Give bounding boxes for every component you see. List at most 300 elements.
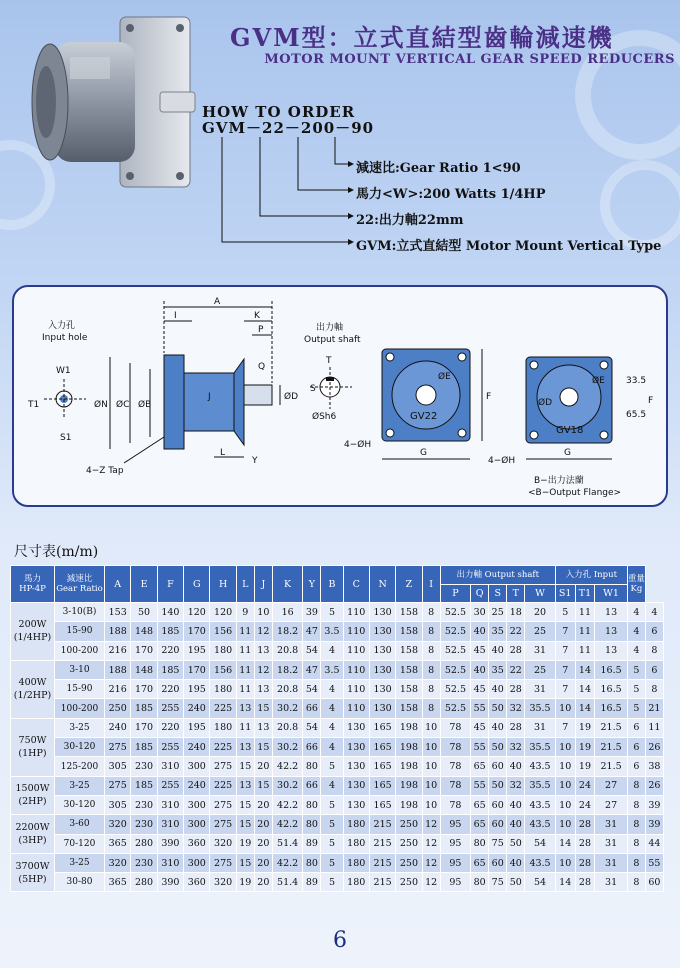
value-cell: 4 [321, 776, 343, 795]
value-cell: 15 [236, 815, 254, 834]
col-input-group: 入力孔 Input [555, 566, 627, 585]
value-cell: 60 [645, 873, 663, 892]
table-row [11, 757, 664, 776]
value-cell: 198 [396, 738, 422, 757]
value-cell: 320 [210, 834, 236, 853]
dim-f: F [486, 392, 492, 402]
dim-p: P [258, 325, 264, 335]
value-cell: 300 [184, 815, 210, 834]
value-cell: 32 [507, 699, 525, 718]
col-h: H [210, 566, 236, 603]
value-cell: 18.2 [272, 622, 303, 641]
value-cell: 16 [272, 603, 303, 622]
value-cell: 26 [645, 738, 663, 757]
flange-label-en: <B−Output Flange> [528, 488, 622, 498]
dim-655: 65.5 [626, 410, 647, 420]
value-cell: 14 [555, 873, 575, 892]
value-cell: 20 [254, 757, 272, 776]
value-cell: 10 [555, 853, 575, 872]
value-cell: 13 [236, 699, 254, 718]
ratio-cell: 30-120 [55, 738, 105, 757]
value-cell: 13 [254, 718, 272, 737]
value-cell: 55 [471, 776, 489, 795]
value-cell: 6 [627, 738, 645, 757]
value-cell: 78 [440, 738, 471, 757]
dim-sh6: ØSh6 [312, 412, 337, 422]
value-cell: 240 [184, 776, 210, 795]
power-hp: (2HP) [18, 796, 47, 808]
ratio-cell: 100-200 [55, 699, 105, 718]
ratio-cell: 125-200 [55, 757, 105, 776]
ratio-cell: 70-120 [55, 834, 105, 853]
value-cell: 31 [525, 680, 556, 699]
value-cell: 28 [507, 680, 525, 699]
value-cell: 30.2 [272, 738, 303, 757]
value-cell: 66 [303, 776, 321, 795]
value-cell: 188 [105, 622, 131, 641]
ratio-cell: 3-25 [55, 853, 105, 872]
value-cell: 305 [105, 757, 131, 776]
value-cell: 65 [471, 853, 489, 872]
value-cell: 20 [254, 834, 272, 853]
value-cell: 110 [343, 622, 369, 641]
table-row [11, 795, 664, 814]
value-cell: 7 [555, 622, 575, 641]
value-cell: 215 [369, 873, 395, 892]
value-cell: 165 [369, 718, 395, 737]
value-cell: 52.5 [440, 699, 471, 718]
value-cell: 365 [105, 873, 131, 892]
value-cell: 12 [422, 815, 440, 834]
value-cell: 89 [303, 873, 321, 892]
value-cell: 95 [440, 853, 471, 872]
value-cell: 47 [303, 660, 321, 679]
value-cell: 20.8 [272, 718, 303, 737]
value-cell: 13 [595, 641, 628, 660]
col-a: A [105, 566, 131, 603]
value-cell: 8 [422, 680, 440, 699]
value-cell: 18.2 [272, 660, 303, 679]
table-row [11, 834, 664, 853]
value-cell: 165 [369, 738, 395, 757]
table-row [11, 853, 664, 872]
value-cell: 50 [507, 834, 525, 853]
value-cell: 45 [471, 718, 489, 737]
value-cell: 216 [105, 641, 131, 660]
value-cell: 43.5 [525, 795, 556, 814]
table-row [11, 873, 664, 892]
dim-g: G [420, 448, 427, 458]
value-cell: 28 [507, 718, 525, 737]
value-cell: 5 [321, 873, 343, 892]
value-cell: 130 [369, 622, 395, 641]
dim-h2: 4−ØH [488, 456, 516, 466]
value-cell: 24 [575, 776, 595, 795]
value-cell: 20.8 [272, 641, 303, 660]
value-cell: 54 [303, 718, 321, 737]
value-cell: 20 [254, 873, 272, 892]
value-cell: 8 [645, 641, 663, 660]
value-cell: 4 [645, 603, 663, 622]
value-cell: 65 [471, 815, 489, 834]
value-cell: 11 [236, 718, 254, 737]
value-cell: 3.5 [321, 660, 343, 679]
value-cell: 110 [343, 660, 369, 679]
col-y: Y [303, 566, 321, 603]
value-cell: 4 [321, 641, 343, 660]
value-cell: 225 [210, 776, 236, 795]
value-cell: 8 [627, 834, 645, 853]
value-cell: 148 [131, 622, 157, 641]
value-cell: 60 [489, 795, 507, 814]
col-s: S [489, 585, 507, 603]
ratio-cell: 100-200 [55, 641, 105, 660]
value-cell: 75 [489, 873, 507, 892]
value-cell: 8 [422, 622, 440, 641]
value-cell: 250 [105, 699, 131, 718]
value-cell: 250 [396, 815, 422, 834]
value-cell: 360 [184, 873, 210, 892]
value-cell: 35 [489, 660, 507, 679]
table-row [11, 776, 664, 795]
value-cell: 165 [369, 795, 395, 814]
value-cell: 51.4 [272, 834, 303, 853]
value-cell: 19 [575, 738, 595, 757]
input-hole-label-en: Input hole [42, 333, 88, 343]
value-cell: 310 [157, 853, 183, 872]
value-cell: 180 [343, 834, 369, 853]
ratio-cell: 30-120 [55, 795, 105, 814]
input-hole-label-cn: 入力孔 [48, 321, 76, 331]
value-cell: 8 [627, 815, 645, 834]
value-cell: 15 [236, 853, 254, 872]
value-cell: 8 [422, 699, 440, 718]
value-cell: 14 [575, 660, 595, 679]
value-cell: 60 [489, 815, 507, 834]
value-cell: 216 [105, 680, 131, 699]
value-cell: 45 [471, 641, 489, 660]
value-cell: 40 [471, 622, 489, 641]
power-cell [11, 718, 55, 776]
value-cell: 30.2 [272, 776, 303, 795]
value-cell: 275 [210, 815, 236, 834]
value-cell: 275 [210, 853, 236, 872]
power-cell [11, 660, 55, 718]
value-cell: 5 [321, 853, 343, 872]
value-cell: 5 [555, 603, 575, 622]
value-cell: 12 [422, 873, 440, 892]
value-cell: 180 [343, 815, 369, 834]
value-cell: 10 [422, 776, 440, 795]
value-cell: 130 [343, 757, 369, 776]
value-cell: 255 [157, 738, 183, 757]
value-cell: 198 [396, 757, 422, 776]
dimension-drawing [12, 285, 668, 507]
value-cell: 22 [507, 622, 525, 641]
table-row [11, 622, 664, 641]
value-cell: 52.5 [440, 660, 471, 679]
value-cell: 230 [131, 757, 157, 776]
value-cell: 31 [595, 853, 628, 872]
value-cell: 170 [184, 660, 210, 679]
value-cell: 16.5 [595, 660, 628, 679]
dim-l: L [220, 448, 226, 458]
value-cell: 75 [489, 834, 507, 853]
value-cell: 4 [321, 738, 343, 757]
col-s1: S1 [555, 585, 575, 603]
value-cell: 25 [525, 622, 556, 641]
dim-e2: ØE [592, 376, 605, 386]
value-cell: 89 [303, 834, 321, 853]
dim-s: S [310, 384, 316, 394]
value-cell: 39 [645, 795, 663, 814]
value-cell: 15 [254, 776, 272, 795]
value-cell: 4 [627, 603, 645, 622]
value-cell: 54 [525, 873, 556, 892]
value-cell: 54 [303, 641, 321, 660]
power-cell [11, 815, 55, 854]
dim-i: I [174, 311, 177, 321]
value-cell: 52.5 [440, 622, 471, 641]
value-cell: 185 [157, 622, 183, 641]
value-cell: 50 [131, 603, 157, 622]
value-cell: 5 [321, 603, 343, 622]
ratio-cell: 15-90 [55, 680, 105, 699]
value-cell: 8 [422, 603, 440, 622]
value-cell: 28 [575, 815, 595, 834]
col-z: Z [396, 566, 422, 603]
value-cell: 110 [343, 641, 369, 660]
value-cell: 13 [595, 603, 628, 622]
value-cell: 195 [184, 718, 210, 737]
order-item-shaft: 22:出力軸22mm [356, 213, 464, 228]
table-row [11, 641, 664, 660]
power-hp: (1/4HP) [13, 632, 52, 644]
value-cell: 310 [157, 795, 183, 814]
col-j: J [254, 566, 272, 603]
value-cell: 50 [489, 699, 507, 718]
value-cell: 8 [627, 873, 645, 892]
value-cell: 66 [303, 699, 321, 718]
value-cell: 55 [471, 699, 489, 718]
value-cell: 27 [595, 795, 628, 814]
value-cell: 55 [471, 738, 489, 757]
col-f: F [157, 566, 183, 603]
value-cell: 95 [440, 873, 471, 892]
value-cell: 250 [396, 834, 422, 853]
value-cell: 5 [321, 834, 343, 853]
value-cell: 21.5 [595, 738, 628, 757]
value-cell: 5 [321, 795, 343, 814]
order-item-ratio: 減速比:Gear Ratio 1<90 [356, 161, 521, 176]
power-cell [11, 776, 55, 815]
value-cell: 32 [507, 776, 525, 795]
order-item-type: GVM:立式直結型 Motor Mount Vertical Type [356, 239, 662, 254]
value-cell: 130 [369, 699, 395, 718]
value-cell: 21.5 [595, 757, 628, 776]
value-cell: 11 [575, 603, 595, 622]
dim-b: ØB [138, 400, 152, 410]
value-cell: 130 [343, 776, 369, 795]
value-cell: 3.5 [321, 622, 343, 641]
value-cell: 320 [210, 873, 236, 892]
value-cell: 65 [471, 795, 489, 814]
value-cell: 10 [422, 738, 440, 757]
value-cell: 188 [105, 660, 131, 679]
value-cell: 320 [105, 815, 131, 834]
value-cell: 390 [157, 834, 183, 853]
value-cell: 8 [422, 641, 440, 660]
ratio-cell: 3-25 [55, 776, 105, 795]
value-cell: 156 [210, 660, 236, 679]
value-cell: 10 [555, 738, 575, 757]
value-cell: 215 [369, 853, 395, 872]
value-cell: 8 [627, 853, 645, 872]
value-cell: 198 [396, 795, 422, 814]
value-cell: 320 [105, 853, 131, 872]
value-cell: 310 [157, 815, 183, 834]
value-cell: 158 [396, 660, 422, 679]
dim-f2: F [648, 396, 654, 406]
table-row [11, 738, 664, 757]
value-cell: 180 [343, 853, 369, 872]
value-cell: 185 [131, 699, 157, 718]
value-cell: 52.5 [440, 680, 471, 699]
ratio-cell: 3-10 [55, 660, 105, 679]
value-cell: 11 [575, 622, 595, 641]
value-cell: 4 [627, 622, 645, 641]
value-cell: 16.5 [595, 699, 628, 718]
value-cell: 230 [131, 853, 157, 872]
value-cell: 78 [440, 757, 471, 776]
value-cell: 158 [396, 699, 422, 718]
value-cell: 20 [525, 603, 556, 622]
value-cell: 30 [471, 603, 489, 622]
value-cell: 215 [369, 815, 395, 834]
value-cell: 60 [489, 757, 507, 776]
value-cell: 255 [157, 699, 183, 718]
value-cell: 20 [254, 853, 272, 872]
dim-d2: ØD [538, 398, 553, 408]
value-cell: 156 [210, 622, 236, 641]
power-watts: 400W [18, 677, 47, 689]
order-code: GVM－22－200－90 [202, 119, 375, 137]
col-b: B [321, 566, 343, 603]
value-cell: 28 [507, 641, 525, 660]
power-hp: (3HP) [18, 835, 47, 847]
value-cell: 7 [555, 680, 575, 699]
value-cell: 80 [471, 834, 489, 853]
power-watts: 1500W [15, 783, 50, 795]
value-cell: 38 [645, 757, 663, 776]
dim-w1: W1 [56, 366, 71, 376]
value-cell: 95 [440, 815, 471, 834]
value-cell: 8 [645, 680, 663, 699]
value-cell: 255 [157, 776, 183, 795]
value-cell: 11 [236, 641, 254, 660]
value-cell: 10 [555, 776, 575, 795]
value-cell: 21.5 [595, 718, 628, 737]
value-cell: 40 [489, 718, 507, 737]
value-cell: 170 [131, 641, 157, 660]
value-cell: 5 [321, 815, 343, 834]
value-cell: 7 [555, 660, 575, 679]
value-cell: 30.2 [272, 699, 303, 718]
value-cell: 240 [105, 718, 131, 737]
value-cell: 130 [369, 603, 395, 622]
value-cell: 22 [507, 660, 525, 679]
table-row [11, 815, 664, 834]
value-cell: 78 [440, 718, 471, 737]
table-row [11, 680, 664, 699]
value-cell: 14 [555, 834, 575, 853]
value-cell: 230 [131, 815, 157, 834]
value-cell: 19 [236, 834, 254, 853]
value-cell: 198 [396, 718, 422, 737]
value-cell: 130 [343, 718, 369, 737]
dim-a: A [214, 297, 221, 307]
value-cell: 21 [645, 699, 663, 718]
value-cell: 240 [184, 738, 210, 757]
value-cell: 80 [303, 795, 321, 814]
col-l: L [236, 566, 254, 603]
table-row [11, 699, 664, 718]
value-cell: 52.5 [440, 641, 471, 660]
col-q: Q [471, 585, 489, 603]
value-cell: 8 [627, 776, 645, 795]
value-cell: 275 [210, 757, 236, 776]
col-t: T [507, 585, 525, 603]
value-cell: 11 [575, 641, 595, 660]
value-cell: 4 [321, 699, 343, 718]
value-cell: 130 [343, 738, 369, 757]
value-cell: 158 [396, 641, 422, 660]
value-cell: 13 [595, 622, 628, 641]
dim-n: ØN [94, 400, 108, 410]
value-cell: 11 [645, 718, 663, 737]
value-cell: 25 [489, 603, 507, 622]
value-cell: 310 [157, 757, 183, 776]
value-cell: 11 [236, 622, 254, 641]
col-w: W [525, 585, 556, 603]
dim-k: K [254, 311, 260, 321]
value-cell: 50 [489, 776, 507, 795]
value-cell: 180 [343, 873, 369, 892]
value-cell: 40 [471, 660, 489, 679]
col-w1: W1 [595, 585, 628, 603]
value-cell: 80 [471, 873, 489, 892]
value-cell: 35.5 [525, 699, 556, 718]
value-cell: 12 [422, 853, 440, 872]
col-p: P [440, 585, 471, 603]
dim-j: J [208, 392, 211, 402]
value-cell: 20 [254, 815, 272, 834]
power-hp: (5HP) [18, 873, 47, 885]
col-g: G [184, 566, 210, 603]
power-hp: (1/2HP) [13, 690, 52, 702]
value-cell: 24 [575, 795, 595, 814]
value-cell: 300 [184, 795, 210, 814]
value-cell: 15 [254, 699, 272, 718]
value-cell: 280 [131, 873, 157, 892]
col-c: C [343, 566, 369, 603]
col-ratio: 減速比 Gear Ratio [55, 566, 105, 603]
value-cell: 110 [343, 603, 369, 622]
page-title: GVM型：立式直結型齒輪減速機 [230, 23, 614, 52]
value-cell: 6 [645, 660, 663, 679]
value-cell: 275 [105, 738, 131, 757]
value-cell: 250 [396, 873, 422, 892]
